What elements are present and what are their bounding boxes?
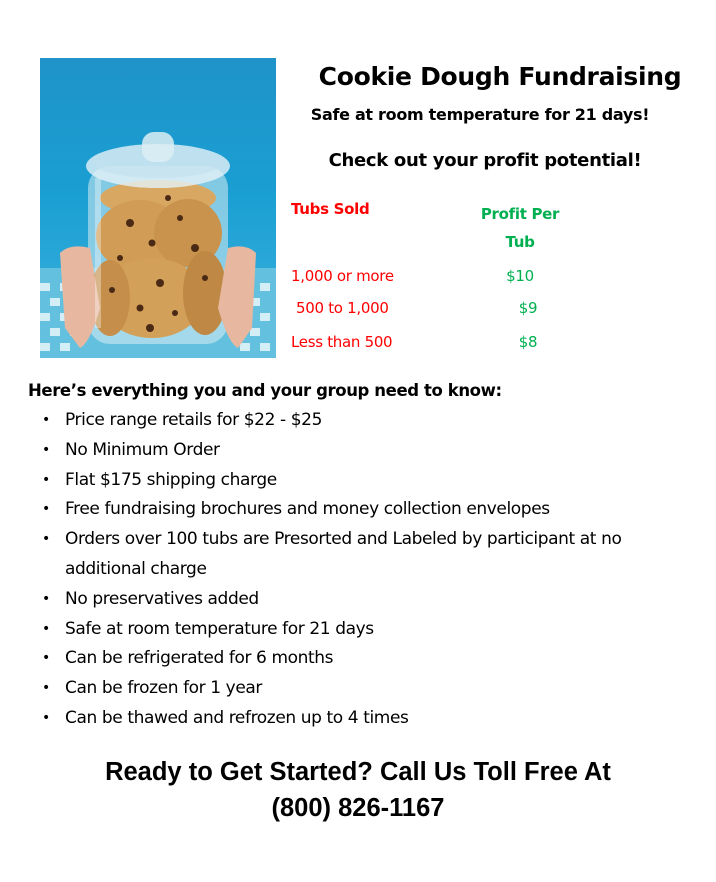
- list-item-text: Price range retails for $22 - $25: [65, 410, 322, 430]
- bullet-icon: •: [42, 620, 50, 637]
- bullet-icon: •: [42, 412, 50, 428]
- cookie-jar-photo: [40, 58, 276, 358]
- list-item: [40, 436, 680, 466]
- list-item: [40, 406, 680, 436]
- bullet-icon: •: [42, 441, 50, 458]
- bullet-icon: •: [42, 680, 50, 697]
- column-header-line1: Profit Per: [480, 205, 560, 223]
- subtitle: Safe at room temperature for 21 days!: [310, 105, 650, 124]
- tier-value: $8: [518, 333, 538, 351]
- list-item: [40, 644, 680, 674]
- list-item: [40, 466, 680, 496]
- list-item-text: Free fundraising brochures and money collection envelopes: [65, 499, 550, 520]
- list-item: [40, 495, 680, 525]
- column-header-tubs-sold: Tubs Sold: [291, 200, 370, 218]
- page-title: Cookie Dough Fundraising: [318, 62, 682, 91]
- list-item: [40, 585, 680, 615]
- tier-label: 1,000 or more: [291, 267, 394, 285]
- tier-value: $9: [518, 299, 538, 317]
- list-item-text: Can be refrigerated for 6 months: [65, 648, 334, 669]
- tier-label: 500 to 1,000: [296, 299, 389, 317]
- list-item: [40, 615, 680, 645]
- list-item-text: No Minimum Order: [65, 439, 220, 460]
- bullet-icon: •: [42, 709, 50, 726]
- info-list: [40, 406, 680, 734]
- bullet-icon: •: [42, 501, 50, 518]
- list-item-text: Can be thawed and refrozen up to 4 times: [65, 707, 409, 728]
- cookie-jar-illustration: [40, 58, 276, 358]
- cta-text: Ready to Get Started? Call Us Toll Free At: [105, 758, 611, 786]
- call-to-action: [0, 754, 716, 826]
- bullet-icon: •: [42, 590, 50, 607]
- column-header-profit-per-tub: [470, 200, 570, 256]
- list-item-text: No preservatives added: [65, 588, 259, 609]
- list-item: [40, 674, 680, 704]
- list-item: [40, 525, 680, 585]
- list-item-text: Safe at room temperature for 21 days: [65, 618, 374, 639]
- tier-label: Less than 500: [291, 333, 393, 351]
- bullet-icon: •: [42, 531, 50, 548]
- list-item-text: Can be frozen for 1 year: [65, 678, 263, 699]
- list-item-text: Flat $175 shipping charge: [65, 469, 277, 490]
- info-heading: Here’s everything you and your group need to know:: [28, 381, 502, 400]
- bullet-icon: •: [42, 471, 50, 488]
- column-header-line2: Tub: [505, 233, 535, 251]
- list-item: [40, 704, 680, 734]
- phone-number[interactable]: (800) 826-1167: [271, 794, 445, 822]
- list-item-text: Orders over 100 tubs are Presorted and Labeled by participant at no additional charge: [65, 529, 622, 579]
- tier-value: $10: [506, 267, 534, 285]
- bullet-icon: •: [42, 650, 50, 667]
- profit-heading: Check out your profit potential!: [328, 150, 642, 171]
